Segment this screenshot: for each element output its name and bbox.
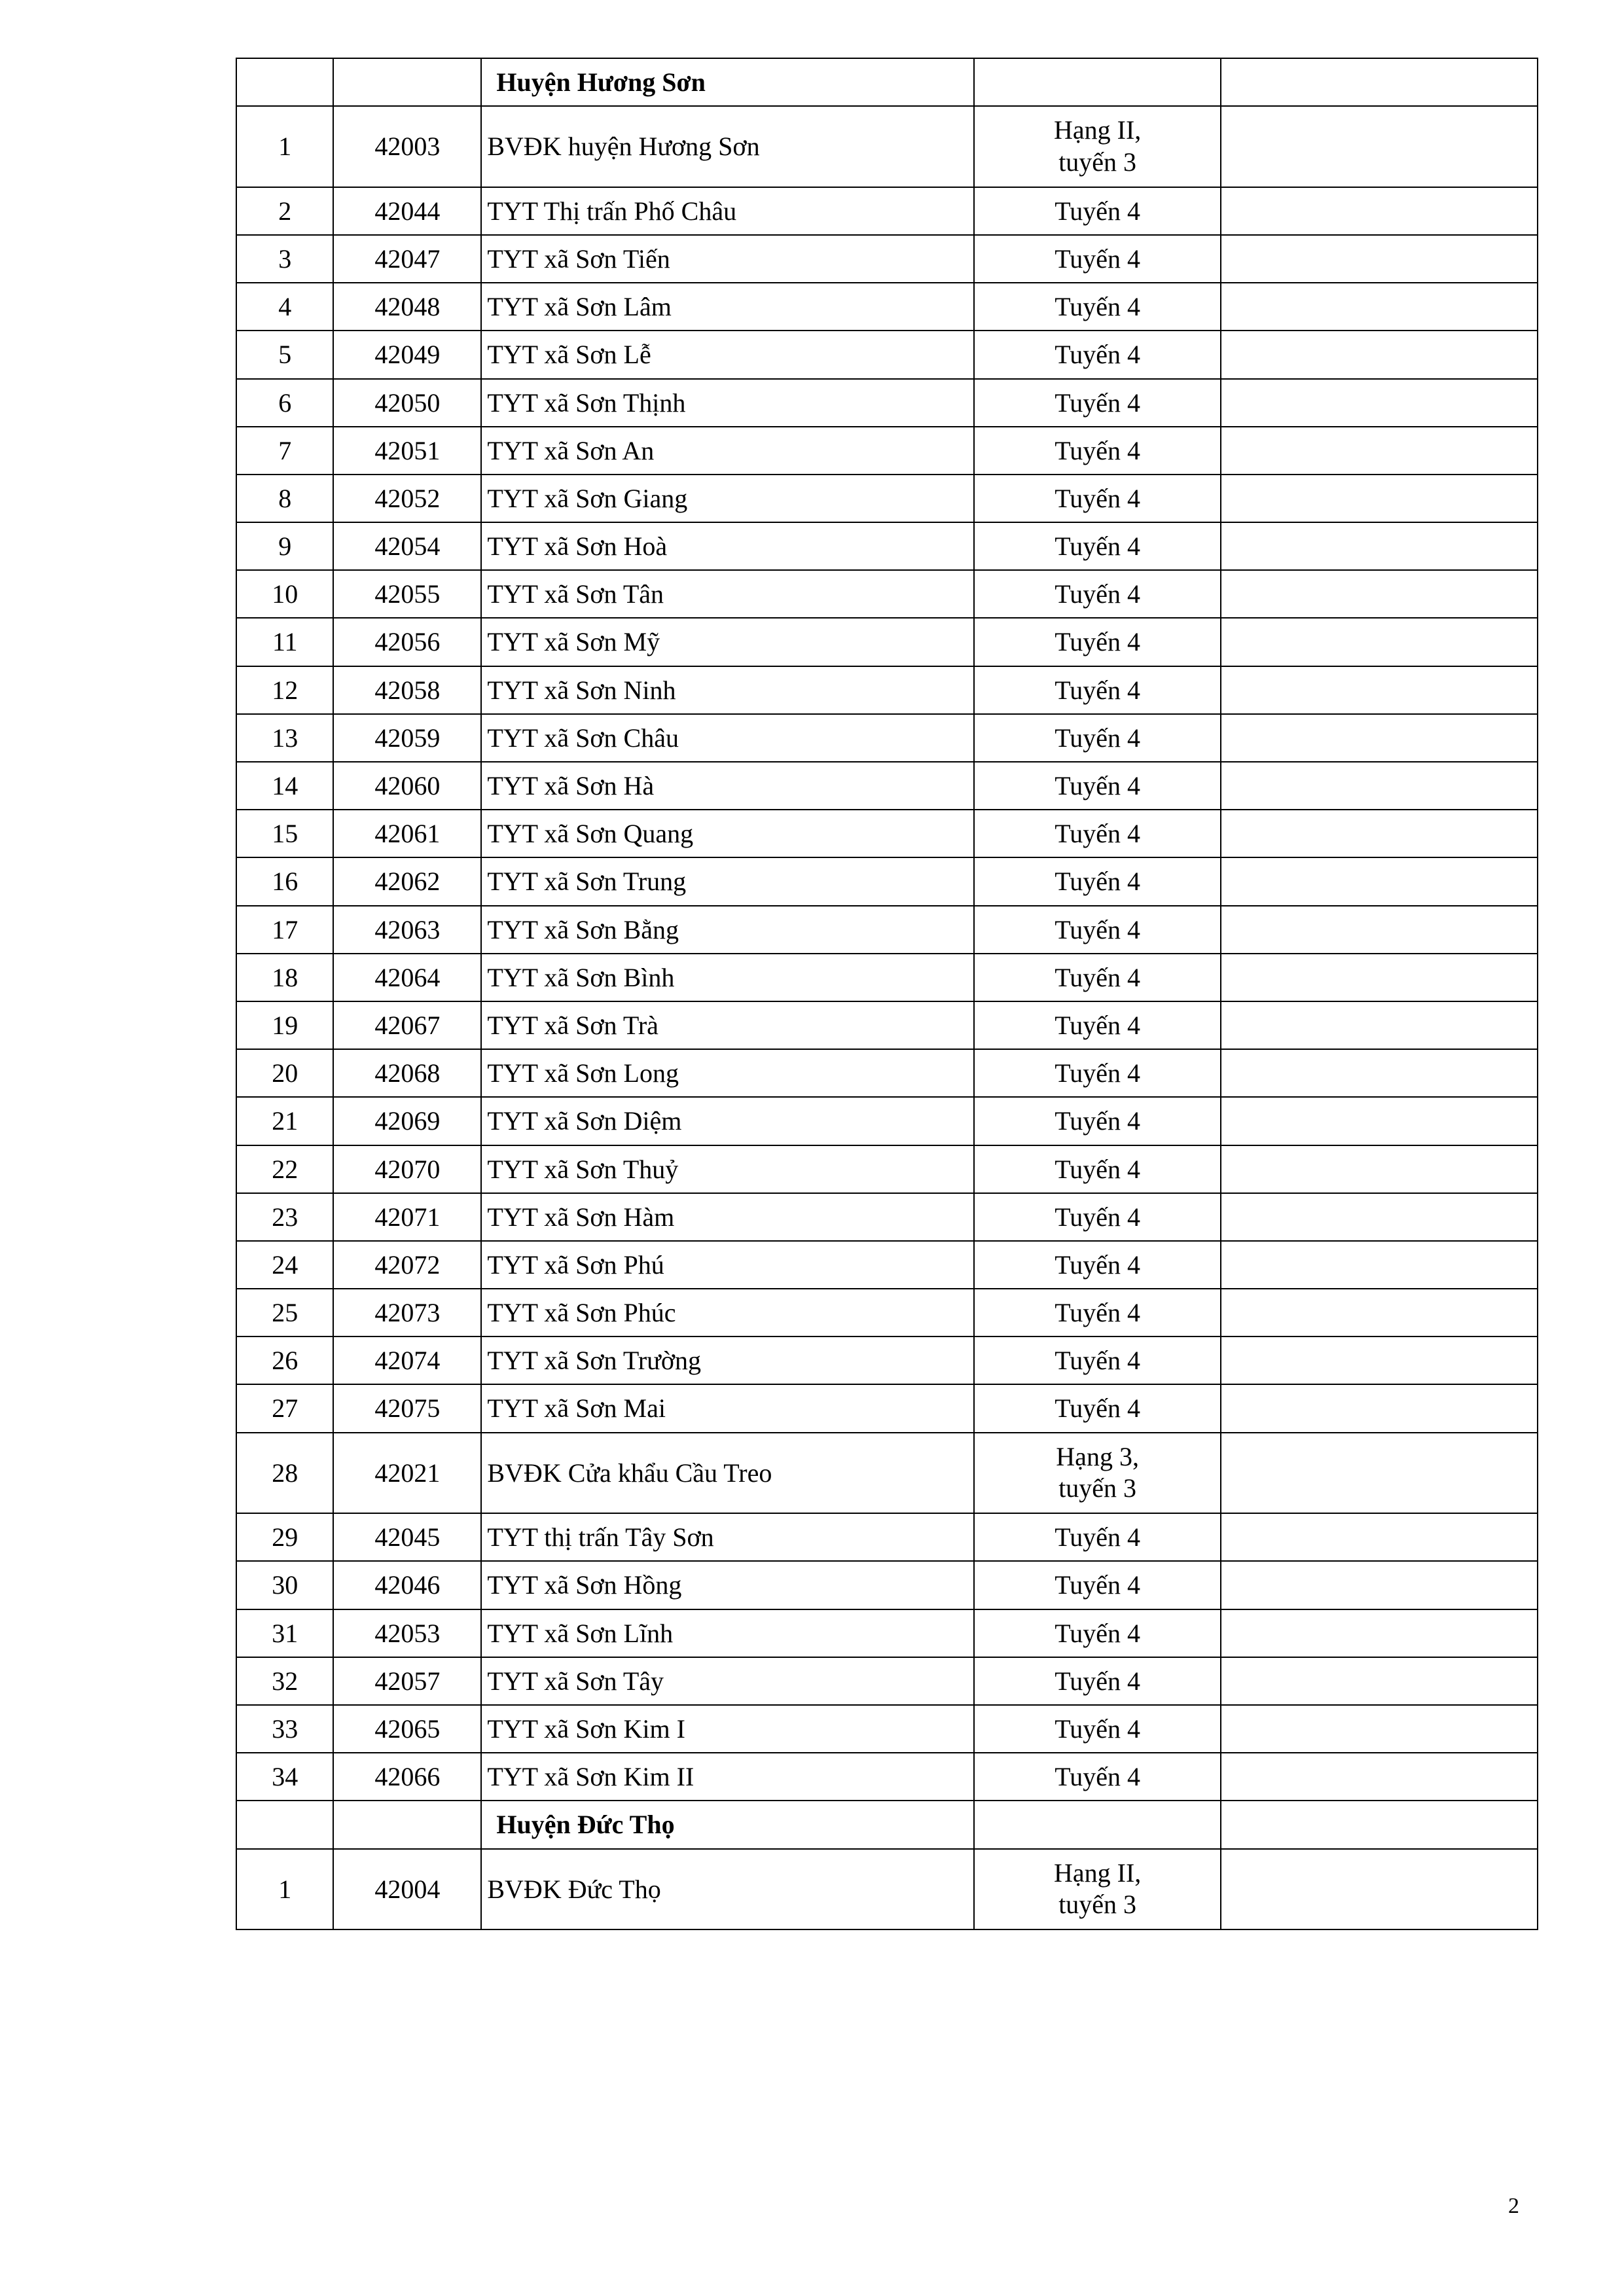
cell-code: 42063	[333, 906, 481, 954]
table-row	[236, 427, 1538, 475]
cell-rank: Tuyến 4	[974, 666, 1221, 714]
table-row	[236, 857, 1538, 905]
cell-code: 42062	[333, 857, 481, 905]
table-row	[236, 1657, 1538, 1705]
cell-stt	[236, 1801, 333, 1848]
table-row	[236, 106, 1538, 187]
page-number: 2	[1508, 2194, 1519, 2218]
table-row	[236, 1097, 1538, 1145]
cell-code: 42061	[333, 810, 481, 857]
cell-note	[1221, 1753, 1538, 1801]
cell-rank: Tuyến 4	[974, 1753, 1221, 1801]
cell-name: TYT xã Sơn Kim I	[481, 1705, 974, 1753]
cell-stt: 24	[236, 1241, 333, 1289]
cell-rank: Tuyến 4	[974, 954, 1221, 1001]
cell-name: TYT xã Sơn Quang	[481, 810, 974, 857]
cell-stt: 1	[236, 106, 333, 187]
cell-name: TYT xã Sơn Trà	[481, 1001, 974, 1049]
cell-note	[1221, 666, 1538, 714]
cell-note	[1221, 187, 1538, 235]
cell-code: 42046	[333, 1561, 481, 1609]
cell-stt: 10	[236, 570, 333, 618]
cell-name: TYT xã Sơn Diệm	[481, 1097, 974, 1145]
table-row	[236, 1145, 1538, 1193]
cell-code: 42064	[333, 954, 481, 1001]
table-group-row	[236, 58, 1538, 106]
cell-stt: 7	[236, 427, 333, 475]
cell-stt: 19	[236, 1001, 333, 1049]
cell-name: TYT xã Sơn Tân	[481, 570, 974, 618]
cell-rank: Tuyến 4	[974, 762, 1221, 810]
cell-code: 42004	[333, 1849, 481, 1930]
cell-code	[333, 58, 481, 106]
cell-name: TYT xã Sơn Trường	[481, 1336, 974, 1384]
cell-code: 42049	[333, 331, 481, 378]
cell-note	[1221, 857, 1538, 905]
cell-code: 42055	[333, 570, 481, 618]
cell-code	[333, 1801, 481, 1848]
cell-code: 42056	[333, 618, 481, 666]
table-row	[236, 906, 1538, 954]
cell-note	[1221, 1049, 1538, 1097]
cell-stt: 3	[236, 235, 333, 283]
cell-code: 42071	[333, 1193, 481, 1241]
cell-stt: 34	[236, 1753, 333, 1801]
cell-stt: 18	[236, 954, 333, 1001]
cell-note	[1221, 1513, 1538, 1561]
cell-stt: 11	[236, 618, 333, 666]
cell-stt: 33	[236, 1705, 333, 1753]
table-row	[236, 379, 1538, 427]
cell-code: 42073	[333, 1289, 481, 1336]
table-row	[236, 1753, 1538, 1801]
table-row	[236, 331, 1538, 378]
cell-code: 42050	[333, 379, 481, 427]
cell-code: 42058	[333, 666, 481, 714]
cell-code: 42070	[333, 1145, 481, 1193]
cell-name: TYT xã Sơn Hà	[481, 762, 974, 810]
table-row	[236, 235, 1538, 283]
cell-name: TYT xã Sơn Kim II	[481, 1753, 974, 1801]
table-row	[236, 1336, 1538, 1384]
cell-stt: 25	[236, 1289, 333, 1336]
cell-note	[1221, 106, 1538, 187]
cell-stt: 12	[236, 666, 333, 714]
cell-rank: Hạng II, tuyến 3	[974, 106, 1221, 187]
table-row	[236, 954, 1538, 1001]
cell-code: 42048	[333, 283, 481, 331]
cell-name: TYT xã Sơn Long	[481, 1049, 974, 1097]
cell-stt: 32	[236, 1657, 333, 1705]
cell-name: TYT xã Sơn Thuỷ	[481, 1145, 974, 1193]
cell-rank: Tuyến 4	[974, 810, 1221, 857]
cell-note	[1221, 58, 1538, 106]
cell-name: BVĐK huyện Hương Sơn	[481, 106, 974, 187]
cell-rank: Tuyến 4	[974, 475, 1221, 522]
cell-note	[1221, 810, 1538, 857]
cell-rank: Tuyến 4	[974, 714, 1221, 762]
table-row	[236, 762, 1538, 810]
cell-note	[1221, 1433, 1538, 1514]
cell-rank	[974, 58, 1221, 106]
cell-name: TYT Thị trấn Phố Châu	[481, 187, 974, 235]
cell-rank: Hạng II, tuyến 3	[974, 1849, 1221, 1930]
cell-note	[1221, 235, 1538, 283]
cell-note	[1221, 618, 1538, 666]
table-row	[236, 1049, 1538, 1097]
cell-rank: Tuyến 4	[974, 331, 1221, 378]
cell-rank: Tuyến 4	[974, 522, 1221, 570]
cell-rank: Tuyến 4	[974, 1657, 1221, 1705]
cell-stt: 29	[236, 1513, 333, 1561]
table-row	[236, 1193, 1538, 1241]
cell-stt: 15	[236, 810, 333, 857]
cell-note	[1221, 906, 1538, 954]
cell-stt	[236, 58, 333, 106]
table-row	[236, 187, 1538, 235]
cell-rank: Tuyến 4	[974, 1561, 1221, 1609]
cell-name: TYT xã Sơn Lễ	[481, 331, 974, 378]
facility-list-table	[236, 58, 1538, 1930]
cell-stt: 8	[236, 475, 333, 522]
cell-stt: 27	[236, 1384, 333, 1432]
cell-note	[1221, 1609, 1538, 1657]
cell-note	[1221, 522, 1538, 570]
cell-rank: Tuyến 4	[974, 1289, 1221, 1336]
cell-code: 42052	[333, 475, 481, 522]
cell-note	[1221, 570, 1538, 618]
table-row	[236, 618, 1538, 666]
cell-rank: Tuyến 4	[974, 283, 1221, 331]
cell-name: TYT xã Sơn Tiến	[481, 235, 974, 283]
cell-rank: Tuyến 4	[974, 1049, 1221, 1097]
cell-name: TYT xã Sơn Lâm	[481, 283, 974, 331]
table-group-row	[236, 1801, 1538, 1848]
cell-note	[1221, 331, 1538, 378]
cell-stt: 31	[236, 1609, 333, 1657]
cell-stt: 17	[236, 906, 333, 954]
table-row	[236, 810, 1538, 857]
table-row	[236, 475, 1538, 522]
cell-rank: Tuyến 4	[974, 618, 1221, 666]
cell-code: 42053	[333, 1609, 481, 1657]
cell-rank: Tuyến 4	[974, 187, 1221, 235]
cell-name: TYT xã Sơn Giang	[481, 475, 974, 522]
cell-name: Huyện Đức Thọ	[481, 1801, 974, 1848]
cell-code: 42051	[333, 427, 481, 475]
cell-name: TYT xã Sơn An	[481, 427, 974, 475]
table-row	[236, 1561, 1538, 1609]
cell-rank: Tuyến 4	[974, 379, 1221, 427]
table-row	[236, 714, 1538, 762]
cell-code: 42069	[333, 1097, 481, 1145]
cell-rank: Tuyến 4	[974, 857, 1221, 905]
cell-name: TYT xã Sơn Bình	[481, 954, 974, 1001]
cell-rank: Tuyến 4	[974, 1193, 1221, 1241]
cell-stt: 13	[236, 714, 333, 762]
cell-stt: 6	[236, 379, 333, 427]
cell-stt: 22	[236, 1145, 333, 1193]
table-row	[236, 1241, 1538, 1289]
cell-name: BVĐK Đức Thọ	[481, 1849, 974, 1930]
cell-name: TYT xã Sơn Hoà	[481, 522, 974, 570]
table-row	[236, 1433, 1538, 1514]
cell-name: TYT xã Sơn Mỹ	[481, 618, 974, 666]
cell-note	[1221, 1801, 1538, 1848]
cell-code: 42047	[333, 235, 481, 283]
cell-code: 42003	[333, 106, 481, 187]
cell-rank: Tuyến 4	[974, 1097, 1221, 1145]
table-row	[236, 1513, 1538, 1561]
cell-code: 42066	[333, 1753, 481, 1801]
cell-name: TYT xã Sơn Ninh	[481, 666, 974, 714]
cell-stt: 5	[236, 331, 333, 378]
cell-code: 42059	[333, 714, 481, 762]
cell-stt: 28	[236, 1433, 333, 1514]
cell-rank: Tuyến 4	[974, 1241, 1221, 1289]
cell-name: Huyện Hương Sơn	[481, 58, 974, 106]
cell-code: 42060	[333, 762, 481, 810]
cell-note	[1221, 1289, 1538, 1336]
table-row	[236, 522, 1538, 570]
cell-code: 42057	[333, 1657, 481, 1705]
cell-note	[1221, 1097, 1538, 1145]
cell-note	[1221, 1193, 1538, 1241]
cell-note	[1221, 1384, 1538, 1432]
cell-rank: Tuyến 4	[974, 906, 1221, 954]
cell-code: 42075	[333, 1384, 481, 1432]
table-row	[236, 666, 1538, 714]
cell-code: 42044	[333, 187, 481, 235]
table-row	[236, 283, 1538, 331]
cell-rank: Hạng 3, tuyến 3	[974, 1433, 1221, 1514]
cell-stt: 20	[236, 1049, 333, 1097]
cell-stt: 21	[236, 1097, 333, 1145]
cell-note	[1221, 1001, 1538, 1049]
cell-name: TYT xã Sơn Mai	[481, 1384, 974, 1432]
cell-code: 42045	[333, 1513, 481, 1561]
table-row	[236, 1849, 1538, 1930]
cell-rank: Tuyến 4	[974, 1336, 1221, 1384]
table-row	[236, 1609, 1538, 1657]
cell-stt: 4	[236, 283, 333, 331]
cell-name: TYT xã Sơn Thịnh	[481, 379, 974, 427]
cell-note	[1221, 954, 1538, 1001]
cell-name: TYT xã Sơn Phúc	[481, 1289, 974, 1336]
cell-note	[1221, 1561, 1538, 1609]
table-row	[236, 1705, 1538, 1753]
cell-rank: Tuyến 4	[974, 1001, 1221, 1049]
cell-name: TYT xã Sơn Lĩnh	[481, 1609, 974, 1657]
cell-note	[1221, 427, 1538, 475]
cell-name: TYT thị trấn Tây Sơn	[481, 1513, 974, 1561]
cell-code: 42067	[333, 1001, 481, 1049]
cell-note	[1221, 1657, 1538, 1705]
cell-note	[1221, 714, 1538, 762]
cell-name: TYT xã Sơn Châu	[481, 714, 974, 762]
cell-stt: 23	[236, 1193, 333, 1241]
cell-note	[1221, 1705, 1538, 1753]
cell-stt: 2	[236, 187, 333, 235]
cell-name: BVĐK Cửa khẩu Cầu Treo	[481, 1433, 974, 1514]
cell-note	[1221, 475, 1538, 522]
cell-code: 42054	[333, 522, 481, 570]
cell-name: TYT xã Sơn Trung	[481, 857, 974, 905]
cell-stt: 14	[236, 762, 333, 810]
cell-stt: 30	[236, 1561, 333, 1609]
table-row	[236, 1001, 1538, 1049]
table-row	[236, 570, 1538, 618]
cell-note	[1221, 1336, 1538, 1384]
cell-code: 42072	[333, 1241, 481, 1289]
cell-note	[1221, 1145, 1538, 1193]
cell-stt: 1	[236, 1849, 333, 1930]
cell-note	[1221, 379, 1538, 427]
cell-name: TYT xã Sơn Tây	[481, 1657, 974, 1705]
table-row	[236, 1289, 1538, 1336]
cell-code: 42074	[333, 1336, 481, 1384]
cell-rank: Tuyến 4	[974, 427, 1221, 475]
cell-name: TYT xã Sơn Hồng	[481, 1561, 974, 1609]
cell-rank	[974, 1801, 1221, 1848]
cell-rank: Tuyến 4	[974, 235, 1221, 283]
cell-rank: Tuyến 4	[974, 1705, 1221, 1753]
cell-rank: Tuyến 4	[974, 1384, 1221, 1432]
cell-code: 42068	[333, 1049, 481, 1097]
cell-rank: Tuyến 4	[974, 1513, 1221, 1561]
cell-rank: Tuyến 4	[974, 570, 1221, 618]
cell-name: TYT xã Sơn Hàm	[481, 1193, 974, 1241]
cell-note	[1221, 1849, 1538, 1930]
table-row	[236, 1384, 1538, 1432]
cell-code: 42065	[333, 1705, 481, 1753]
cell-note	[1221, 762, 1538, 810]
cell-rank: Tuyến 4	[974, 1609, 1221, 1657]
cell-stt: 26	[236, 1336, 333, 1384]
cell-stt: 16	[236, 857, 333, 905]
cell-note	[1221, 283, 1538, 331]
cell-rank: Tuyến 4	[974, 1145, 1221, 1193]
cell-name: TYT xã Sơn Bằng	[481, 906, 974, 954]
cell-stt: 9	[236, 522, 333, 570]
cell-code: 42021	[333, 1433, 481, 1514]
table-body	[236, 58, 1538, 1929]
cell-name: TYT xã Sơn Phú	[481, 1241, 974, 1289]
cell-note	[1221, 1241, 1538, 1289]
